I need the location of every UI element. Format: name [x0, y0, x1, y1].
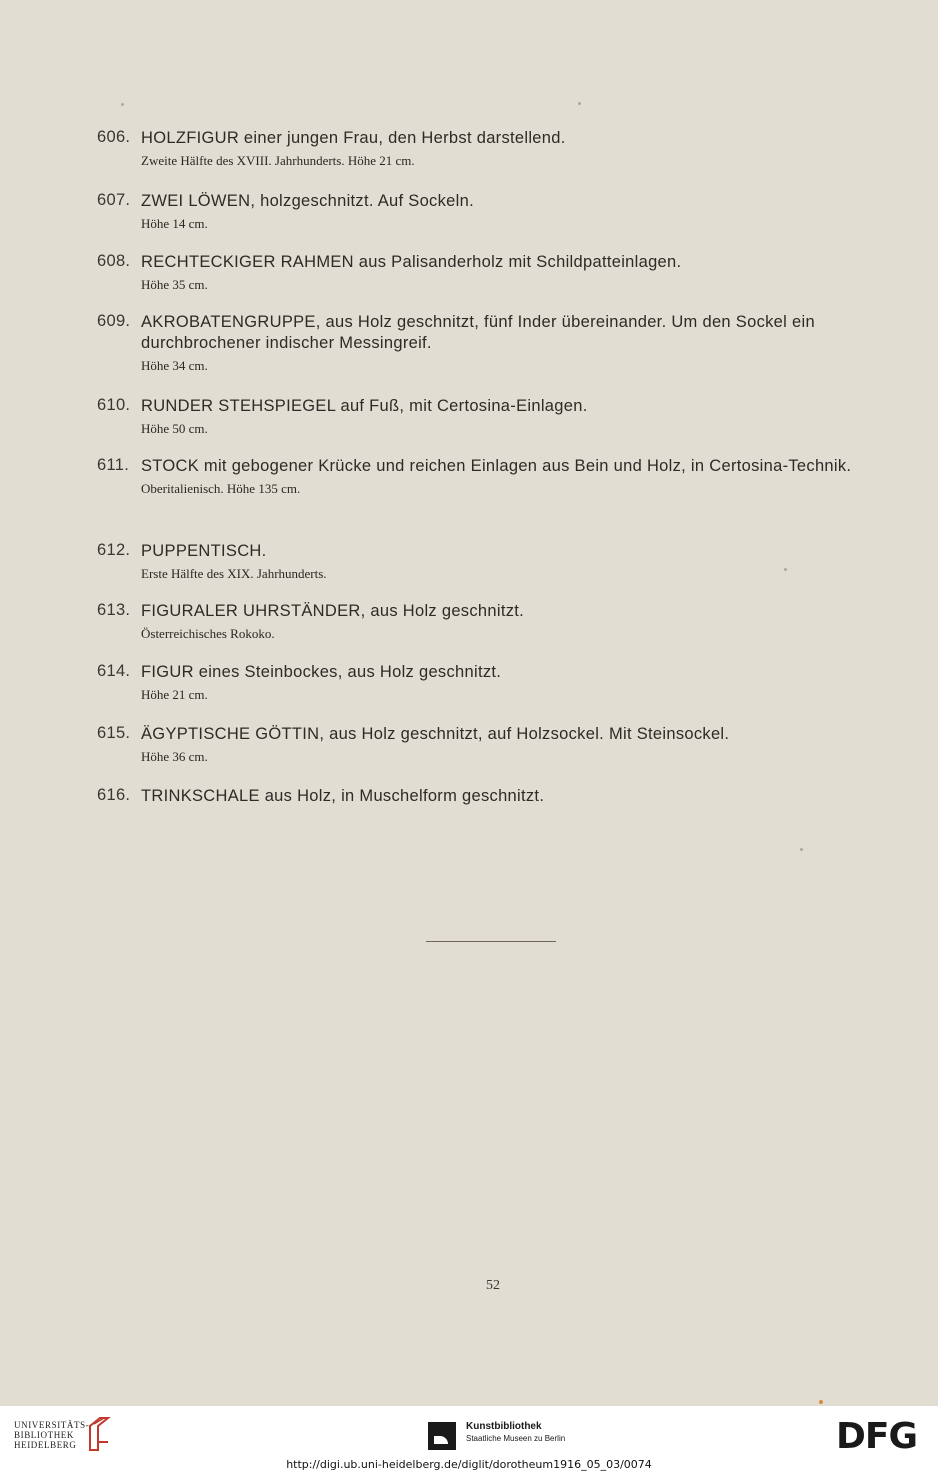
- entry-number: 612.: [97, 541, 131, 559]
- entry-title: TRINKSCHALE aus Holz, in Muschelform geschnitzt.: [141, 787, 545, 805]
- entry-title: FIGURALER UHRSTÄNDER, aus Holz geschnitzt.: [141, 602, 525, 620]
- paper-speck: [800, 848, 803, 851]
- entry-details: Höhe 34 cm.: [141, 358, 208, 373]
- entry-details: Höhe 35 cm.: [141, 277, 208, 292]
- kunstbibliothek-subtitle: Staatliche Museen zu Berlin: [466, 1434, 566, 1443]
- entry-details: Erste Hälfte des XIX. Jahrhunderts.: [141, 566, 327, 581]
- entry-title: FIGUR eines Steinbockes, aus Holz geschnitzt.: [141, 663, 502, 681]
- kunstbibliothek-title: Kunstbibliothek: [466, 1421, 542, 1432]
- entry-details: Österreichisches Rokoko.: [141, 626, 275, 641]
- entry-title: PUPPENTISCH.: [141, 542, 267, 560]
- entry-number: 607.: [97, 191, 131, 209]
- entry-title: STOCK mit gebogener Krücke und reichen Einlagen aus Bein und Holz, in Certosina-Technik.: [141, 457, 852, 475]
- paper-speck: [784, 568, 787, 571]
- catalog-entry-615: [97, 724, 887, 765]
- entry-number: 615.: [97, 724, 131, 742]
- university-emblem-icon: [86, 1416, 112, 1452]
- entry-number: 608.: [97, 252, 131, 270]
- entry-number: 606.: [97, 128, 131, 146]
- entry-title: ÄGYPTISCHE GÖTTIN, aus Holz geschnitzt, auf Holzsockel. Mit Steinsockel.: [141, 725, 730, 743]
- entry-title: HOLZFIGUR einer jungen Frau, den Herbst darstellend.: [141, 129, 566, 147]
- catalog-entry-611: [97, 456, 887, 497]
- paper-speck: [121, 103, 124, 106]
- entry-number: 609.: [97, 312, 131, 330]
- catalog-entry-608: [97, 252, 887, 293]
- entry-details: Höhe 14 cm.: [141, 216, 208, 231]
- footer-bar: [0, 1406, 938, 1474]
- entry-title: RUNDER STEHSPIEGEL auf Fuß, mit Certosina-Einlagen.: [141, 397, 588, 415]
- entry-number: 614.: [97, 662, 131, 680]
- university-line: BIBLIOTHEK: [14, 1430, 74, 1440]
- entry-number: 616.: [97, 786, 131, 804]
- entry-number: 610.: [97, 396, 131, 414]
- university-line: UNIVERSITÄTS-: [14, 1420, 90, 1430]
- university-line: HEIDELBERG: [14, 1440, 77, 1450]
- entry-title: AKROBATENGRUPPE, aus Holz geschnitzt, fünf Inder übereinander. Um den Sockel ein durchbrochener indischer Messingreif.: [141, 313, 815, 352]
- source-url[interactable]: http://digi.ub.uni-heidelberg.de/diglit/dorotheum1916_05_03/0074: [286, 1458, 652, 1471]
- entry-title: ZWEI LÖWEN, holzgeschnitzt. Auf Sockeln.: [141, 192, 474, 210]
- entry-details: Höhe 21 cm.: [141, 687, 208, 702]
- catalog-entry-616: [97, 786, 887, 807]
- entry-title: RECHTECKIGER RAHMEN aus Palisanderholz mit Schildpatteinlagen.: [141, 253, 682, 271]
- page-number: 52: [486, 1278, 500, 1293]
- section-divider: [426, 941, 556, 942]
- entry-details: Höhe 50 cm.: [141, 421, 208, 436]
- entry-number: 611.: [97, 456, 130, 474]
- paper-speck: [578, 102, 581, 105]
- catalog-entry-610: [97, 396, 887, 437]
- entry-number: 613.: [97, 601, 131, 619]
- catalog-entry-609: [97, 312, 887, 374]
- catalog-entry-612: [97, 541, 887, 582]
- kunstbibliothek-label: [466, 1421, 565, 1444]
- catalog-entry-607: [97, 191, 887, 232]
- catalog-entry-606: [97, 128, 887, 169]
- entry-details: Oberitalienisch. Höhe 135 cm.: [141, 481, 301, 496]
- entry-details: Höhe 36 cm.: [141, 749, 208, 764]
- kunstbibliothek-logo-icon: [428, 1422, 456, 1450]
- entry-details: Zweite Hälfte des XVIII. Jahrhunderts. Höhe 21 cm.: [141, 153, 415, 168]
- dfg-logo: DFG: [836, 1416, 918, 1457]
- catalog-entry-613: [97, 601, 887, 642]
- paper-speck: [819, 1400, 823, 1404]
- university-library-logo-text: [14, 1420, 89, 1450]
- catalog-entry-614: [97, 662, 887, 703]
